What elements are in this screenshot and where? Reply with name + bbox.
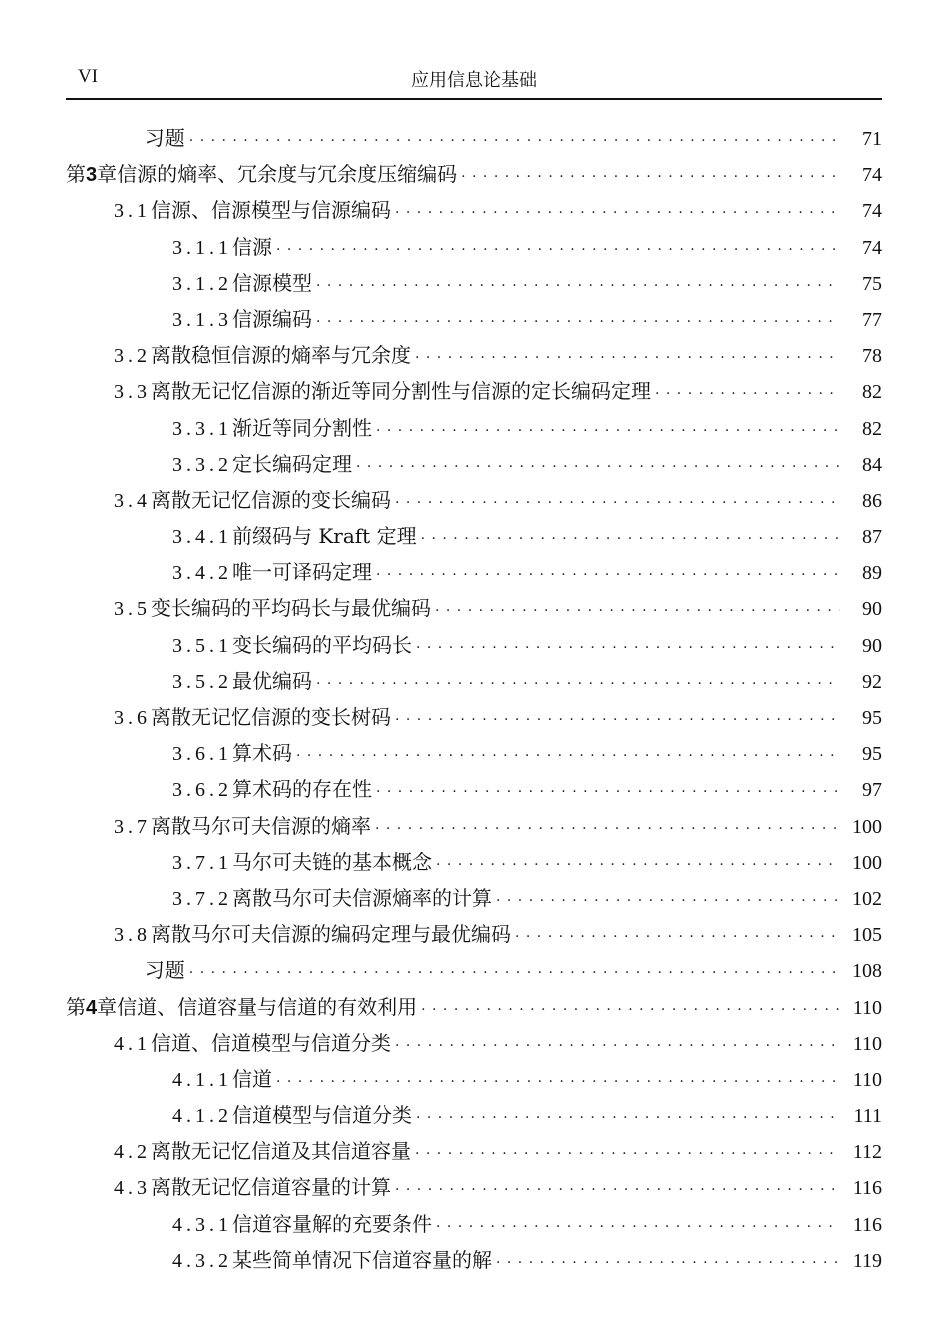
dot-leader xyxy=(436,1219,840,1235)
entry-page-number: 100 xyxy=(852,851,882,874)
entry-page-number: 105 xyxy=(852,924,882,947)
entry-title: 离散无记忆信道容量的计算 xyxy=(151,1175,391,1200)
entry-page-number: 89 xyxy=(862,562,882,585)
dot-leader xyxy=(395,1038,840,1054)
dot-leader xyxy=(376,567,840,583)
dot-leader xyxy=(376,423,840,439)
entry-title: 信道 xyxy=(232,1066,272,1091)
entry-title: 离散无记忆信源的变长编码 xyxy=(151,487,391,512)
entry-page-number: 75 xyxy=(862,272,882,295)
entry-page-number: 77 xyxy=(862,308,882,331)
toc-subsection-entry xyxy=(66,448,882,484)
entry-number: 3.1.2 xyxy=(172,272,232,295)
book-title: 应用信息论基础 xyxy=(411,70,537,91)
entry-page-number: 110 xyxy=(852,1068,882,1091)
entry-page-number: 90 xyxy=(862,598,882,621)
entry-page-number: 78 xyxy=(862,345,882,368)
entry-number: 3.2 xyxy=(114,345,151,368)
entry-number: 3.4.1 xyxy=(172,526,232,549)
entry-number: 3.1 xyxy=(114,200,151,223)
toc-subsection-entry xyxy=(66,267,882,303)
entry-title: 最优编码 xyxy=(232,668,312,693)
entry-page-number: 82 xyxy=(862,381,882,404)
entry-page-number: 82 xyxy=(862,417,882,440)
entry-title: 离散稳恒信源的熵率与冗余度 xyxy=(151,343,411,368)
dot-leader xyxy=(395,1182,840,1198)
entry-page-number: 119 xyxy=(852,1249,882,1272)
entry-title: 离散无记忆信源的变长树码 xyxy=(151,705,391,729)
chapter-label xyxy=(66,158,117,187)
entry-page-number: 97 xyxy=(862,779,882,802)
entry-number: 3.8 xyxy=(114,924,151,947)
entry-page-number: 95 xyxy=(862,743,882,766)
dot-leader xyxy=(276,242,840,258)
toc-subsection-entry xyxy=(66,412,882,448)
entry-title: 离散马尔可夫信源熵率的计算 xyxy=(232,885,492,910)
entry-page-number: 74 xyxy=(862,164,882,187)
toc-subsection-entry xyxy=(66,773,882,809)
entry-number: 4.1.2 xyxy=(172,1105,232,1128)
entry-title: 某些简单情况下信道容量的解 xyxy=(232,1247,492,1272)
dot-leader xyxy=(189,133,840,149)
entry-title: 信源的熵率、冗余度与冗余度压缩编码 xyxy=(117,162,458,187)
entry-title: 定长编码定理 xyxy=(232,451,352,476)
entry-number: 3.5 xyxy=(114,598,151,621)
toc-section-entry xyxy=(66,810,882,846)
dot-leader xyxy=(316,676,840,692)
entry-title: 前缀码与 Kraft 定理 xyxy=(232,524,417,549)
dot-leader xyxy=(436,857,840,873)
dot-leader xyxy=(395,495,840,511)
dot-leader xyxy=(415,350,840,366)
entry-title: 习题 xyxy=(144,126,185,150)
dot-leader xyxy=(276,1074,840,1090)
entry-title: 信源编码 xyxy=(232,306,312,331)
entry-number: 3.3.2 xyxy=(172,453,232,476)
entry-title: 信源、信源模型与信源编码 xyxy=(151,198,391,223)
toc-section-entry xyxy=(66,1171,882,1207)
toc-section-entry xyxy=(66,701,882,737)
entry-number: 3.4.2 xyxy=(172,562,232,585)
entry-number: 3.6.2 xyxy=(172,779,232,802)
dot-leader xyxy=(296,748,840,764)
dot-leader xyxy=(395,712,840,728)
entry-page-number: 92 xyxy=(862,670,882,693)
dot-leader xyxy=(655,386,840,402)
entry-number: 3.3 xyxy=(114,381,151,404)
entry-number: 4.2 xyxy=(114,1141,151,1164)
toc-section-entry xyxy=(66,918,882,954)
dot-leader xyxy=(496,893,840,909)
entry-page-number: 110 xyxy=(852,996,882,1019)
chapter-number: 3 xyxy=(86,164,98,187)
toc-section-entry xyxy=(66,484,882,520)
toc-chapter-entry xyxy=(66,158,882,194)
entry-title: 马尔可夫链的基本概念 xyxy=(232,849,432,874)
entry-number: 3.3.1 xyxy=(172,417,232,440)
toc-subsection-entry xyxy=(66,1244,882,1280)
dot-leader xyxy=(395,205,840,221)
dot-leader xyxy=(421,1002,840,1018)
dot-leader xyxy=(316,278,840,294)
toc-subsection-entry xyxy=(66,520,882,556)
entry-title: 变长编码的平均码长与最优编码 xyxy=(151,596,431,621)
toc-subsection-entry xyxy=(66,665,882,701)
entry-number: 4.1 xyxy=(114,1032,151,1055)
entry-number: 3.6 xyxy=(114,707,151,729)
toc-subsection-entry xyxy=(66,737,882,773)
entry-number: 3.4 xyxy=(114,489,151,512)
toc-subsection-entry xyxy=(66,629,882,665)
entry-number: 3.7.2 xyxy=(172,887,232,910)
toc-subsection-entry xyxy=(66,1063,882,1099)
toc-section-entry xyxy=(66,339,882,375)
toc-subsection-entry xyxy=(66,846,882,882)
chapter-suffix: 章 xyxy=(97,994,118,1019)
chapter-prefix: 第 xyxy=(66,162,86,187)
entry-number: 4.3 xyxy=(114,1177,151,1200)
entry-page-number: 87 xyxy=(862,526,882,549)
entry-title: 信源 xyxy=(232,234,272,259)
entry-page-number: 112 xyxy=(852,1141,882,1164)
entry-page-number: 116 xyxy=(852,1177,882,1200)
entry-number: 4.3.1 xyxy=(172,1213,232,1236)
page-number: VI xyxy=(78,66,99,87)
entry-title: 信道模型与信道分类 xyxy=(232,1103,412,1128)
entry-title: 渐近等同分割性 xyxy=(232,415,372,440)
entry-number: 3.7.1 xyxy=(172,851,232,874)
entry-number: 3.1.3 xyxy=(172,308,232,331)
entry-page-number: 116 xyxy=(852,1213,882,1236)
dot-leader xyxy=(415,1146,840,1162)
toc-subsection-entry xyxy=(66,1099,882,1135)
header-rule xyxy=(66,98,882,100)
entry-number: 3.5.1 xyxy=(172,634,232,657)
entry-title: 习题 xyxy=(144,958,185,983)
toc-subsection-entry xyxy=(66,882,882,918)
toc-section-entry xyxy=(66,122,882,158)
chapter-suffix: 章 xyxy=(97,162,118,187)
entry-title: 算术码 xyxy=(232,741,292,766)
entry-page-number: 110 xyxy=(852,1032,882,1055)
toc-section-entry xyxy=(66,375,882,411)
dot-leader xyxy=(416,640,840,656)
dot-leader xyxy=(461,169,840,185)
table-of-contents xyxy=(66,122,882,1280)
dot-leader xyxy=(496,1255,840,1271)
toc-subsection-entry xyxy=(66,231,882,267)
entry-title: 离散马尔可夫信源的编码定理与最优编码 xyxy=(151,922,511,947)
entry-title: 离散无记忆信道及其信道容量 xyxy=(151,1139,411,1164)
toc-section-entry xyxy=(66,1135,882,1171)
entry-number: 3.1.1 xyxy=(172,236,232,259)
entry-title: 算术码的存在性 xyxy=(232,777,372,802)
entry-page-number: 74 xyxy=(862,236,882,259)
toc-section-entry xyxy=(66,194,882,230)
entry-number: 4.3.2 xyxy=(172,1249,232,1272)
entry-page-number: 74 xyxy=(862,200,882,223)
entry-page-number: 100 xyxy=(852,815,882,838)
entry-number: 3.6.1 xyxy=(172,743,232,766)
entry-page-number: 95 xyxy=(862,707,882,729)
toc-subsection-entry xyxy=(66,1208,882,1244)
page-header xyxy=(66,62,882,98)
dot-leader xyxy=(376,784,840,800)
entry-title: 离散马尔可夫信源的熵率 xyxy=(151,813,371,838)
toc-section-entry xyxy=(66,954,882,990)
dot-leader xyxy=(435,603,840,619)
dot-leader xyxy=(189,965,840,981)
entry-title: 信道、信道容量与信道的有效利用 xyxy=(117,994,418,1019)
toc-chapter-entry xyxy=(66,991,882,1027)
toc-subsection-entry xyxy=(66,556,882,592)
entry-title: 离散无记忆信源的渐近等同分割性与信源的定长编码定理 xyxy=(151,379,651,404)
entry-number: 3.5.2 xyxy=(172,670,232,693)
toc-section-entry xyxy=(66,592,882,628)
entry-page-number: 111 xyxy=(853,1105,882,1128)
entry-page-number: 86 xyxy=(862,489,882,512)
dot-leader xyxy=(375,821,840,837)
dot-leader xyxy=(515,929,840,945)
entry-number: 3.7 xyxy=(114,815,151,838)
chapter-prefix: 第 xyxy=(66,994,86,1019)
toc-subsection-entry xyxy=(66,303,882,339)
toc-section-entry xyxy=(66,1027,882,1063)
dot-leader xyxy=(356,459,840,475)
chapter-label xyxy=(66,991,117,1020)
entry-title: 唯一可译码定理 xyxy=(232,560,372,585)
entry-page-number: 71 xyxy=(862,128,882,150)
entry-title: 变长编码的平均码长 xyxy=(232,632,412,657)
dot-leader xyxy=(421,531,840,547)
entry-page-number: 108 xyxy=(852,960,882,983)
entry-page-number: 102 xyxy=(852,887,882,910)
chapter-number: 4 xyxy=(86,996,98,1019)
entry-page-number: 84 xyxy=(862,453,882,476)
entry-title: 信道容量解的充要条件 xyxy=(232,1211,432,1236)
dot-leader xyxy=(316,314,840,330)
entry-page-number: 90 xyxy=(862,634,882,657)
entry-number: 4.1.1 xyxy=(172,1068,232,1091)
entry-title: 信源模型 xyxy=(232,270,312,295)
entry-title: 信道、信道模型与信道分类 xyxy=(151,1030,391,1055)
dot-leader xyxy=(416,1110,840,1126)
